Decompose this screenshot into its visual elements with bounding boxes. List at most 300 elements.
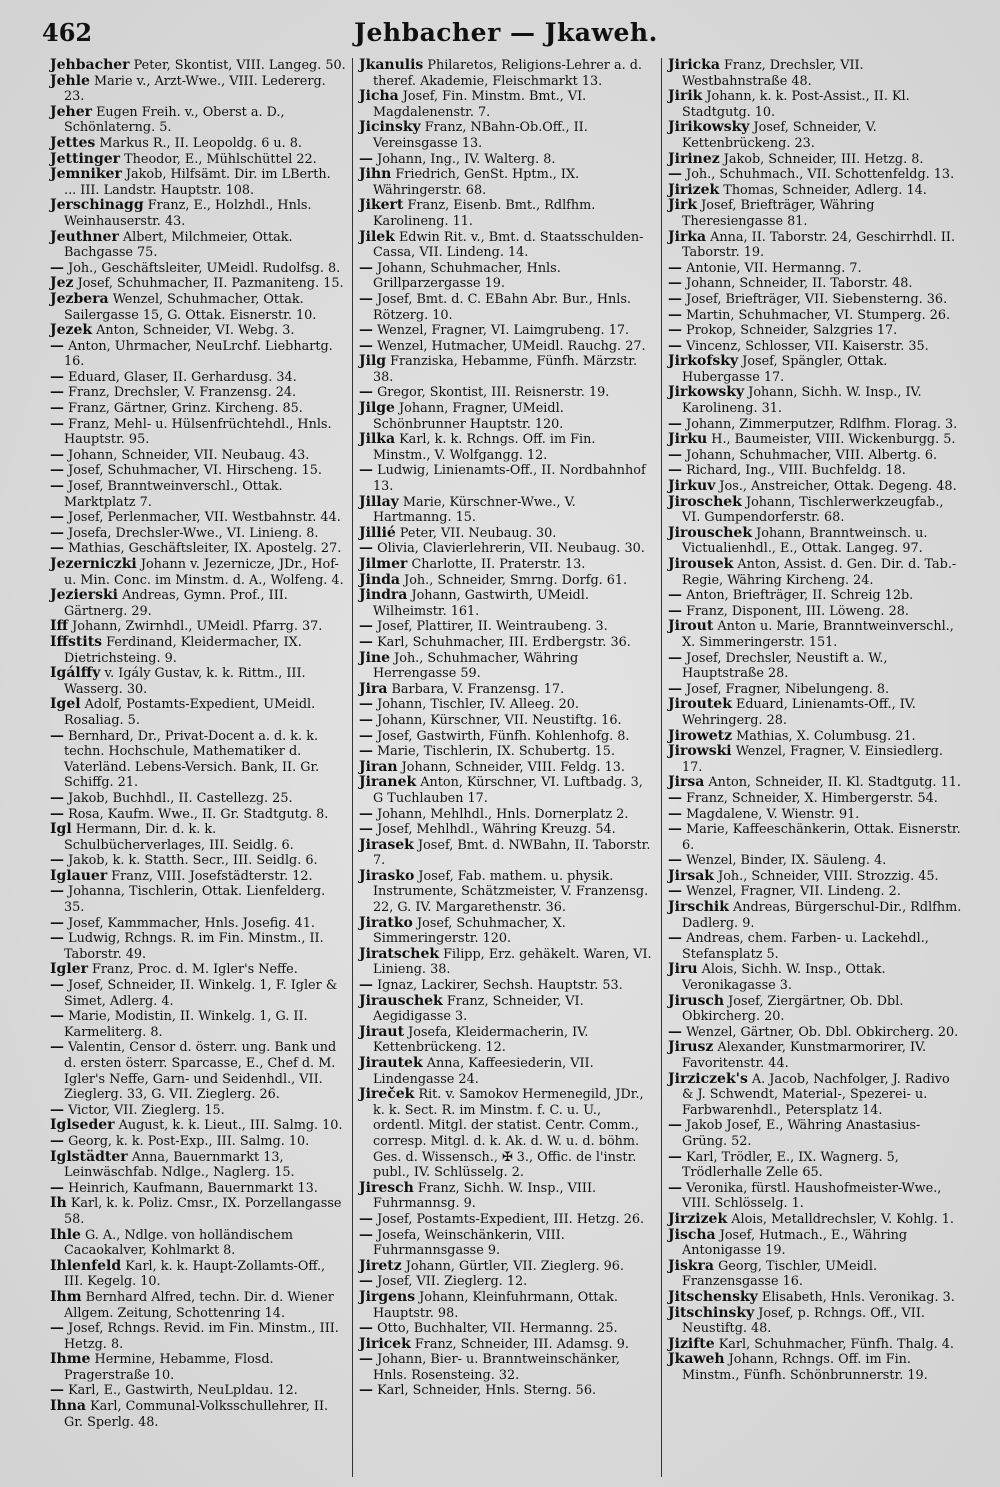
entry-details: Karl, Communal-Volksschullehrer, II. Gr. Sperlg. 48. — [64, 1399, 329, 1430]
entry-details: Olivia, Clavierlehrerin, VII. Neubaug. 30. — [377, 541, 645, 557]
entry-name: Jirka — [668, 228, 707, 245]
entry-details: Edwin Rit. v., Bmt. d. Staatsschulden-Cassa, VII. Lindeng. 14. — [373, 229, 644, 261]
entry-details: Anton u. Marie, Branntweinverschl., X. Simmeringerstr. 151. — [682, 619, 954, 650]
directory-entry — [668, 198, 964, 229]
directory-entry — [359, 385, 655, 401]
entry-name: Jirsak — [668, 867, 714, 884]
entry-name: — — [50, 509, 64, 526]
entry-details: Jakob Josef, E., Währing Anastasius-Grüng. 52. — [682, 1118, 921, 1149]
entry-name: — — [50, 914, 64, 931]
directory-entry — [50, 541, 346, 557]
entry-name: Ih — [50, 1195, 67, 1212]
entry-name: Jiretz — [359, 1257, 402, 1274]
entry-details: Joh., Geschäftsleiter, UMeidl. Rudolfsg. 8. — [68, 260, 341, 276]
entry-name: — — [668, 930, 682, 947]
entry-details: Wenzel, Gärtner, Ob. Dbl. Obkircherg. 20. — [686, 1024, 959, 1040]
entry-name: Jirouschek — [668, 524, 753, 541]
directory-entry — [668, 729, 964, 745]
directory-entry — [359, 635, 655, 651]
entry-details: Marie, Kürschner-Wwe., V. Hartmanng. 15. — [373, 494, 576, 526]
entry-details: Josef, Briefträger, Währing Theresiengasse 81. — [682, 198, 875, 229]
entry-details: Wenzel, Fragner, VI. Laimgrubeng. 17. — [377, 323, 630, 339]
entry-name: Iglseder — [50, 1117, 115, 1134]
entry-details: Eduard, Glaser, II. Gerhardusg. 34. — [68, 369, 297, 385]
entry-details: Franz, Schneider, III. Adamsg. 9. — [414, 1336, 629, 1352]
directory-entry — [359, 1228, 655, 1259]
directory-entry — [50, 292, 346, 323]
entry-details: Georg, k. k. Post-Exp., III. Salmg. 10. — [68, 1133, 310, 1149]
entry-details: Ludwig, Linienamts-Off., II. Nordbahnhof 13. — [373, 463, 646, 495]
entry-details: Hermann, Dir. d. k. k. Schulbücherverlages, III. Seidlg. 6. — [64, 822, 294, 853]
entry-name: — — [668, 415, 682, 432]
directory-entry — [50, 1009, 346, 1040]
directory-entry — [359, 526, 655, 542]
entry-details: Josef, Fab. mathem. u. physik. Instrumente, Schätzmeister, V. Franzensg. 22, G. IV. Margarethenstr. 36. — [373, 868, 649, 916]
directory-entry — [359, 1290, 655, 1321]
directory-entry — [668, 1040, 964, 1071]
entry-name: — — [359, 337, 373, 354]
entry-details: Marie v., Arzt-Wwe., VIII. Ledererg. 23. — [64, 73, 326, 105]
entry-name: Jiresch — [359, 1179, 414, 1196]
entry-details: H., Baumeister, VIII. Wickenburgg. 5. — [711, 432, 956, 448]
entry-details: Wenzel, Fragner, VII. Lindeng. 2. — [686, 884, 901, 900]
entry-details: Antonie, VII. Hermanng. 7. — [686, 260, 862, 276]
entry-name: — — [668, 166, 682, 183]
entry-details: Jakob, Hilfsämt. Dir. im LBerth. ... III. Landstr. Hauptstr. 108. — [64, 167, 331, 198]
entry-name: Jira — [359, 680, 388, 697]
directory-entry — [50, 1383, 346, 1399]
entry-details: Josef, Schuhmacher, VI. Hirscheng. 15. — [68, 463, 322, 479]
entry-name: Jireček — [359, 1086, 415, 1103]
entry-name: — — [668, 290, 682, 307]
entry-name: Jirowski — [668, 743, 732, 760]
entry-details: Johann, Mehlhdl., Hnls. Dornerplatz 2. — [377, 806, 629, 822]
entry-name: — — [359, 805, 373, 822]
directory-entry — [359, 230, 655, 261]
entry-details: Karl, E., Gastwirth, NeuLpldau. 12. — [68, 1383, 298, 1399]
entry-name: — — [359, 150, 373, 167]
directory-entry — [50, 1134, 346, 1150]
directory-entry — [50, 401, 346, 417]
directory-entry — [50, 152, 346, 168]
entry-details: Joh., Schneider, Smrng. Dorfg. 61. — [404, 572, 628, 588]
entry-details: Josef, Bmt. d. C. EBahn Abr. Bur., Hnls. Rötzerg. 10. — [373, 291, 631, 323]
directory-entry — [50, 105, 346, 136]
entry-name: — — [668, 337, 682, 354]
entry-name: — — [668, 259, 682, 276]
entry-name: — — [50, 930, 64, 947]
entry-details: Josefa, Drechsler-Wwe., VI. Linieng. 8. — [68, 525, 319, 541]
directory-entry — [50, 261, 346, 277]
directory-entry — [359, 120, 655, 151]
entry-name: Igl — [50, 821, 72, 838]
entry-details: Josef, Briefträger, VII. Siebensterng. 36. — [686, 291, 948, 307]
entry-details: Franz, Schneider, VI. Aegidigasse 3. — [373, 993, 584, 1025]
entry-details: Franz, Gärtner, Grinz. Kircheng. 85. — [68, 401, 303, 417]
entry-name: — — [668, 649, 682, 666]
entry-details: Magdalene, V. Wienstr. 91. — [686, 806, 860, 822]
directory-entry — [359, 1212, 655, 1228]
entry-name: Jilek — [359, 228, 395, 245]
entry-details: Joh., Schuhmach., VII. Schottenfeldg. 13. — [686, 167, 955, 183]
directory-entry — [50, 370, 346, 386]
entry-name: — — [668, 306, 682, 323]
directory-entry — [359, 822, 655, 838]
directory-entry — [359, 744, 655, 760]
directory-entry — [359, 807, 655, 823]
entry-name: — — [668, 680, 682, 697]
directory-entry — [668, 588, 964, 604]
entry-name: Jikert — [359, 197, 404, 214]
entry-details: Josefa, Weinschänkerin, VIII. Fuhrmannsgasse 9. — [373, 1227, 565, 1259]
entry-name: Jiricka — [668, 58, 720, 73]
page-header — [42, 18, 970, 58]
entry-name: Jirzizek — [668, 1210, 728, 1227]
directory-entry — [359, 775, 655, 806]
entry-name: — — [359, 727, 373, 744]
entry-name: Jirsa — [668, 774, 705, 791]
entry-name: — — [50, 1132, 64, 1149]
entry-details: Johann, Schneider, VII. Neubaug. 43. — [68, 447, 310, 463]
entry-name: — — [50, 259, 64, 276]
entry-name: Jitschensky — [668, 1288, 758, 1305]
entry-name: — — [668, 1148, 682, 1165]
entry-name: — — [668, 462, 682, 479]
entry-name: — — [50, 368, 64, 385]
page-number: 462 — [42, 18, 93, 47]
directory-entry — [50, 1118, 346, 1134]
directory-entry — [668, 884, 964, 900]
directory-entry — [50, 339, 346, 370]
entry-details: Hermine, Hebamme, Flosd. Pragerstraße 10. — [64, 1352, 274, 1383]
entry-details: Karl, Schuhmacher, III. Erdbergstr. 36. — [377, 634, 631, 650]
entry-name: Jezek — [50, 322, 93, 339]
directory-entry — [50, 417, 346, 448]
entry-name: — — [50, 789, 64, 806]
directory-entry — [668, 1228, 964, 1259]
directory-entry — [359, 994, 655, 1025]
directory-entry — [668, 354, 964, 385]
directory-entry — [668, 682, 964, 698]
directory-entry — [668, 323, 964, 339]
entry-details: Franz, Disponent, III. Löweng. 28. — [686, 603, 909, 619]
entry-details: Anton, Schneider, VI. Webg. 3. — [96, 323, 295, 339]
entry-details: Josef, Rchngs. Revid. im Fin. Minstm., III. Hetzg. 8. — [64, 1321, 339, 1352]
entry-name: Ihlenfeld — [50, 1257, 122, 1274]
entry-details: Alois, Sichh. W. Insp., Ottak. Veronikagasse 3. — [682, 962, 886, 994]
entry-name: Jinda — [359, 571, 400, 588]
directory-entry — [668, 651, 964, 682]
entry-details: Mathias, X. Columbusg. 21. — [736, 728, 916, 744]
entry-name: Jine — [359, 649, 391, 666]
directory-entry — [50, 1150, 346, 1181]
entry-name: Jezierski — [50, 587, 118, 604]
entry-name: Ihm — [50, 1288, 82, 1305]
entry-name: — — [359, 259, 373, 276]
entry-name: Jillié — [359, 524, 396, 541]
entry-name: Jilka — [359, 431, 396, 448]
entry-name: Jirikowsky — [668, 119, 750, 136]
directory-entry — [668, 183, 964, 199]
entry-details: Johann, Gürtler, VII. Zieglerg. 96. — [405, 1258, 624, 1274]
directory-entry — [359, 1352, 655, 1383]
entry-details: Andreas, Gymn. Prof., III. Gärtnerg. 29. — [64, 588, 288, 619]
entry-details: Wenzel, Hutmacher, UMeidl. Rauchg. 27. — [377, 338, 646, 354]
entry-name: — — [50, 462, 64, 479]
entry-details: Vincenz, Schlosser, VII. Kaiserstr. 35. — [686, 338, 929, 354]
directory-entry — [50, 1352, 346, 1383]
directory-entry — [668, 1118, 964, 1149]
directory-entry — [50, 463, 346, 479]
entry-details: v. Igály Gustav, k. k. Rittm., III. Wasserg. 30. — [64, 666, 306, 697]
entry-details: Andreas, Bürgerschul-Dir., Rdlfhm. Dadlerg. 9. — [682, 900, 962, 931]
entry-details: Jakob, Schneider, III. Hetzg. 8. — [723, 151, 924, 167]
entry-name: Jirik — [668, 88, 703, 105]
directory-entry — [359, 339, 655, 355]
entry-details: Karl, Schuhmacher, Fünfh. Thalg. 4. — [718, 1336, 954, 1352]
entry-name: Jiranek — [359, 774, 417, 791]
entry-details: Theodor, E., Mühlschüttel 22. — [124, 151, 317, 167]
entry-name: Jilmer — [359, 556, 408, 572]
directory-entry — [50, 791, 346, 807]
entry-name: — — [50, 1101, 64, 1118]
directory-entry — [359, 869, 655, 916]
entry-name: — — [668, 852, 682, 869]
directory-entry — [668, 1150, 964, 1181]
entry-details: Franz, Drechsler, VII. Westbahnstraße 48. — [682, 58, 864, 89]
directory-entry — [359, 495, 655, 526]
entry-details: Karl, k. k. Poliz. Cmsr., IX. Porzellangasse 58. — [64, 1196, 342, 1227]
entry-details: Johann, Tischler, IV. Alleeg. 20. — [377, 697, 579, 713]
directory-entry — [50, 1399, 346, 1430]
entry-name: — — [668, 587, 682, 604]
entry-name: Igel — [50, 696, 81, 713]
entry-details: Josef, Schuhmacher, X. Simmeringerstr. 120. — [373, 915, 566, 947]
entry-details: Johann, Gastwirth, UMeidl. Wilheimstr. 161. — [373, 588, 589, 619]
directory-entry — [50, 807, 346, 823]
directory-entry — [50, 230, 346, 261]
entry-details: Josef, Drechsler, Neustift a. W., Hauptstraße 28. — [682, 650, 888, 682]
entry-details: Johann, Bier- u. Branntweinschänker, Hnls. Rosensteing. 32. — [373, 1352, 620, 1383]
entry-details: Johann, Zwirnhdl., UMeidl. Pfarrg. 37. — [72, 619, 323, 635]
entry-name: — — [359, 743, 373, 760]
entry-name: — — [668, 322, 682, 339]
entry-name: — — [359, 1273, 373, 1290]
entry-name: Jiran — [359, 758, 398, 775]
entry-details: Bernhard, Dr., Privat-Docent a. d. k. k. techn. Hochschule, Mathematiker d. Vaterländ. Lebens-Versich. Bank, II. Gr. Schiffg. 21. — [64, 728, 320, 791]
entry-details: Josef, Schneider, V. Kettenbrückeng. 23. — [682, 120, 877, 151]
entry-name: — — [359, 696, 373, 713]
directory-entry — [668, 385, 964, 416]
entry-details: Friedrich, GenSt. Hptm., IX. Währingerstr. 68. — [373, 167, 580, 198]
entry-details: Johann, Fragner, UMeidl. Schönbrunner Hauptstr. 120. — [373, 401, 564, 432]
directory-entry — [668, 1212, 964, 1228]
entry-details: Anton, Uhrmacher, NeuLrchf. Liebhartg. 16. — [64, 338, 333, 370]
directory-entry — [668, 1072, 964, 1119]
directory-entry — [668, 448, 964, 464]
entry-name: Jiroutek — [668, 696, 732, 713]
entry-details: Ferdinand, Kleidermacher, IX. Dietrichsteing. 9. — [64, 634, 302, 666]
directory-entry — [50, 1040, 346, 1102]
directory-entry — [359, 1337, 655, 1353]
entry-name: Jehbacher — [50, 58, 130, 73]
entry-name: — — [50, 540, 64, 557]
entry-name: Jillay — [359, 493, 399, 510]
entry-details: Bernhard Alfred, techn. Dir. d. Wiener Allgem. Zeitung, Schottenring 14. — [64, 1289, 334, 1321]
entry-details: Richard, Ing., VIII. Buchfeldg. 18. — [686, 463, 906, 479]
directory-entry — [50, 666, 346, 697]
entry-details: Marie, Modistin, II. Winkelg. 1, G. II. Karmeliterg. 8. — [64, 1009, 308, 1040]
entry-details: Alois, Metalldrechsler, V. Kohlg. 1. — [731, 1211, 955, 1227]
directory-entry — [50, 1228, 346, 1259]
entry-details: Joh., Schuhmacher, Währing Herrengasse 59. — [373, 650, 579, 682]
entry-name: Jirkuv — [668, 478, 716, 495]
entry-details: Josef, Bmt. d. NWBahn, II. Taborstr. 7. — [373, 837, 651, 869]
directory-entry — [50, 853, 346, 869]
entry-name: — — [359, 1226, 373, 1243]
entry-name: Iffstits — [50, 633, 103, 650]
directory-entry — [668, 557, 964, 588]
directory-entry — [668, 1025, 964, 1041]
directory-entry — [359, 401, 655, 432]
entry-name: — — [668, 805, 682, 822]
entry-name: — — [50, 384, 64, 401]
entry-details: Josefa, Kleidermacherin, IV. Kettenbrückeng. 12. — [373, 1024, 589, 1056]
entry-details: August, k. k. Lieut., III. Salmg. 10. — [118, 1118, 343, 1134]
directory-entry — [359, 916, 655, 947]
directory-entry — [359, 152, 655, 168]
entry-name: — — [668, 821, 682, 838]
directory-entry — [668, 152, 964, 168]
entry-name: Jirschik — [668, 899, 729, 916]
entry-details: Philaretos, Religions-Lehrer a. d. theref. Akademie, Fleischmarkt 13. — [373, 58, 642, 89]
directory-entry — [359, 1274, 655, 1290]
entry-name: Igler — [50, 961, 88, 978]
running-head: Jehbacher — Jkaweh. — [354, 18, 658, 47]
entry-name: Jirasko — [359, 867, 415, 884]
entry-details: Josef, Fin. Minstm. Bmt., VI. Magdalenenstr. 7. — [373, 89, 587, 120]
directory-entry — [359, 978, 655, 994]
directory-entry — [359, 619, 655, 635]
entry-name: Jirizek — [668, 181, 720, 198]
entry-name: Jettes — [50, 134, 96, 151]
entry-name: — — [668, 1179, 682, 1196]
entry-name: — — [359, 1382, 373, 1399]
entry-details: Marie, Kaffeeschänkerin, Ottak. Eisnerstr. 6. — [682, 822, 961, 853]
directory-entry — [668, 261, 964, 277]
directory-entry — [359, 947, 655, 978]
entry-details: Anton, Schneider, II. Kl. Stadtgutg. 11. — [708, 775, 961, 791]
entry-name: Jiru — [668, 961, 698, 978]
directory-entry — [668, 339, 964, 355]
entry-details: Karl, Schneider, Hnls. Sterng. 56. — [377, 1383, 597, 1399]
entry-name: — — [359, 1320, 373, 1337]
column-1 — [44, 58, 352, 1477]
entry-details: Peter, VII. Neubaug. 30. — [399, 525, 557, 541]
column-3 — [661, 58, 970, 1477]
entry-details: Josef, Schuhmacher, II. Pazmaniteng. 15. — [77, 276, 344, 292]
entry-details: Jos., Anstreicher, Ottak. Degeng. 48. — [719, 479, 957, 495]
entry-name: — — [50, 1008, 64, 1025]
entry-name: Jiraut — [359, 1023, 405, 1040]
entry-name: Jirgens — [359, 1288, 416, 1305]
entry-details: Gregor, Skontist, III. Reisnerstr. 19. — [377, 385, 610, 401]
entry-details: Josef, Schneider, II. Winkelg. 1, F. Igler & Simet, Adlerg. 4. — [64, 978, 338, 1009]
entry-name: Jiricek — [359, 1335, 411, 1352]
entry-name: — — [359, 633, 373, 650]
directory-entry — [50, 1181, 346, 1197]
directory-entry — [50, 510, 346, 526]
directory-entry — [359, 167, 655, 198]
entry-details: Franz, Proc. d. M. Igler's Neffe. — [92, 962, 298, 978]
entry-name: Jerschinagg — [50, 197, 144, 214]
entry-details: Anton, Assist. d. Gen. Dir. d. Tab.-Regie, Währing Kircheng. 24. — [682, 557, 957, 588]
directory-entry — [359, 651, 655, 682]
entry-details: A. Jacob, Nachfolger, J. Radivo & J. Schwendt, Material-, Spezerei- u. Farbwarenhdl., Petersplatz 14. — [682, 1071, 950, 1118]
entry-name: — — [50, 1179, 64, 1196]
directory-entry — [668, 120, 964, 151]
directory-entry — [668, 697, 964, 728]
entry-details: Franz, E., Holzhdl., Hnls. Weinhauserstr. 43. — [64, 198, 312, 229]
entry-details: G. A., Ndlge. von holländischem Cacaokalver, Kohlmarkt 8. — [64, 1227, 293, 1259]
directory-entry — [359, 588, 655, 619]
entry-details: Johann, Schuhmacher, VIII. Albertg. 6. — [686, 447, 938, 463]
entry-details: Karl, k. k. Haupt-Zollamts-Off., III. Kegelg. 10. — [64, 1258, 326, 1290]
entry-name: Jirku — [668, 431, 708, 448]
entry-details: Anton, Briefträger, II. Schreig 12b. — [686, 588, 914, 604]
directory-entry — [359, 198, 655, 229]
directory-entry — [50, 1103, 346, 1119]
directory-entry — [50, 588, 346, 619]
entry-details: Johann, Schuhmacher, Hnls. Grillparzergasse 19. — [373, 260, 561, 292]
entry-name: Jirautek — [359, 1055, 423, 1071]
entry-name: Jilg — [359, 353, 387, 370]
directory-entry — [359, 1025, 655, 1056]
directory-entry — [359, 1321, 655, 1337]
entry-name: — — [50, 852, 64, 869]
entry-name: Jkanulis — [359, 58, 424, 73]
entry-details: Franz, Mehl- u. Hülsenfrüchtehdl., Hnls. Hauptstr. 95. — [64, 416, 332, 448]
entry-name: — — [50, 1320, 64, 1337]
entry-name: Jeuthner — [50, 228, 119, 245]
entry-details: Josef, Fragner, Nibelungeng. 8. — [686, 681, 890, 697]
directory-entry — [359, 1181, 655, 1212]
entry-details: Charlotte, II. Praterstr. 13. — [411, 557, 586, 572]
entry-details: Franz, VIII. Josefstädterstr. 12. — [111, 868, 313, 884]
directory-entry — [50, 1259, 346, 1290]
entry-details: Wenzel, Binder, IX. Säuleng. 4. — [686, 853, 887, 869]
entry-details: Mathias, Geschäftsleiter, IX. Apostelg. 27. — [68, 541, 342, 557]
entry-name: Jezbera — [50, 290, 109, 307]
entry-details: Franz, Schneider, X. Himbergerstr. 54. — [686, 790, 938, 806]
entry-name: Jirk — [668, 197, 698, 214]
directory-entry — [668, 604, 964, 620]
entry-name: Jirinez — [668, 150, 720, 167]
entry-name: Igálffy — [50, 665, 101, 682]
directory-entry — [668, 1352, 964, 1383]
entry-details: Anna, Kaffeesiederin, VII. Lindengasse 24. — [373, 1056, 594, 1087]
entry-details: Marie, Tischlerin, IX. Schubertg. 15. — [377, 744, 616, 760]
entry-name: Jiskra — [668, 1257, 714, 1274]
directory-entry — [359, 89, 655, 120]
entry-name: Jicinsky — [359, 119, 421, 136]
directory-entry — [50, 276, 346, 292]
directory-entry — [668, 744, 964, 775]
entry-details: Josef, Kammmacher, Hnls. Josefig. 41. — [68, 915, 315, 931]
directory-entry — [668, 807, 964, 823]
entry-name: Jezerniczki — [50, 556, 137, 572]
entry-details: Josef, Postamts-Expedient, III. Hetzg. 26. — [377, 1211, 645, 1227]
